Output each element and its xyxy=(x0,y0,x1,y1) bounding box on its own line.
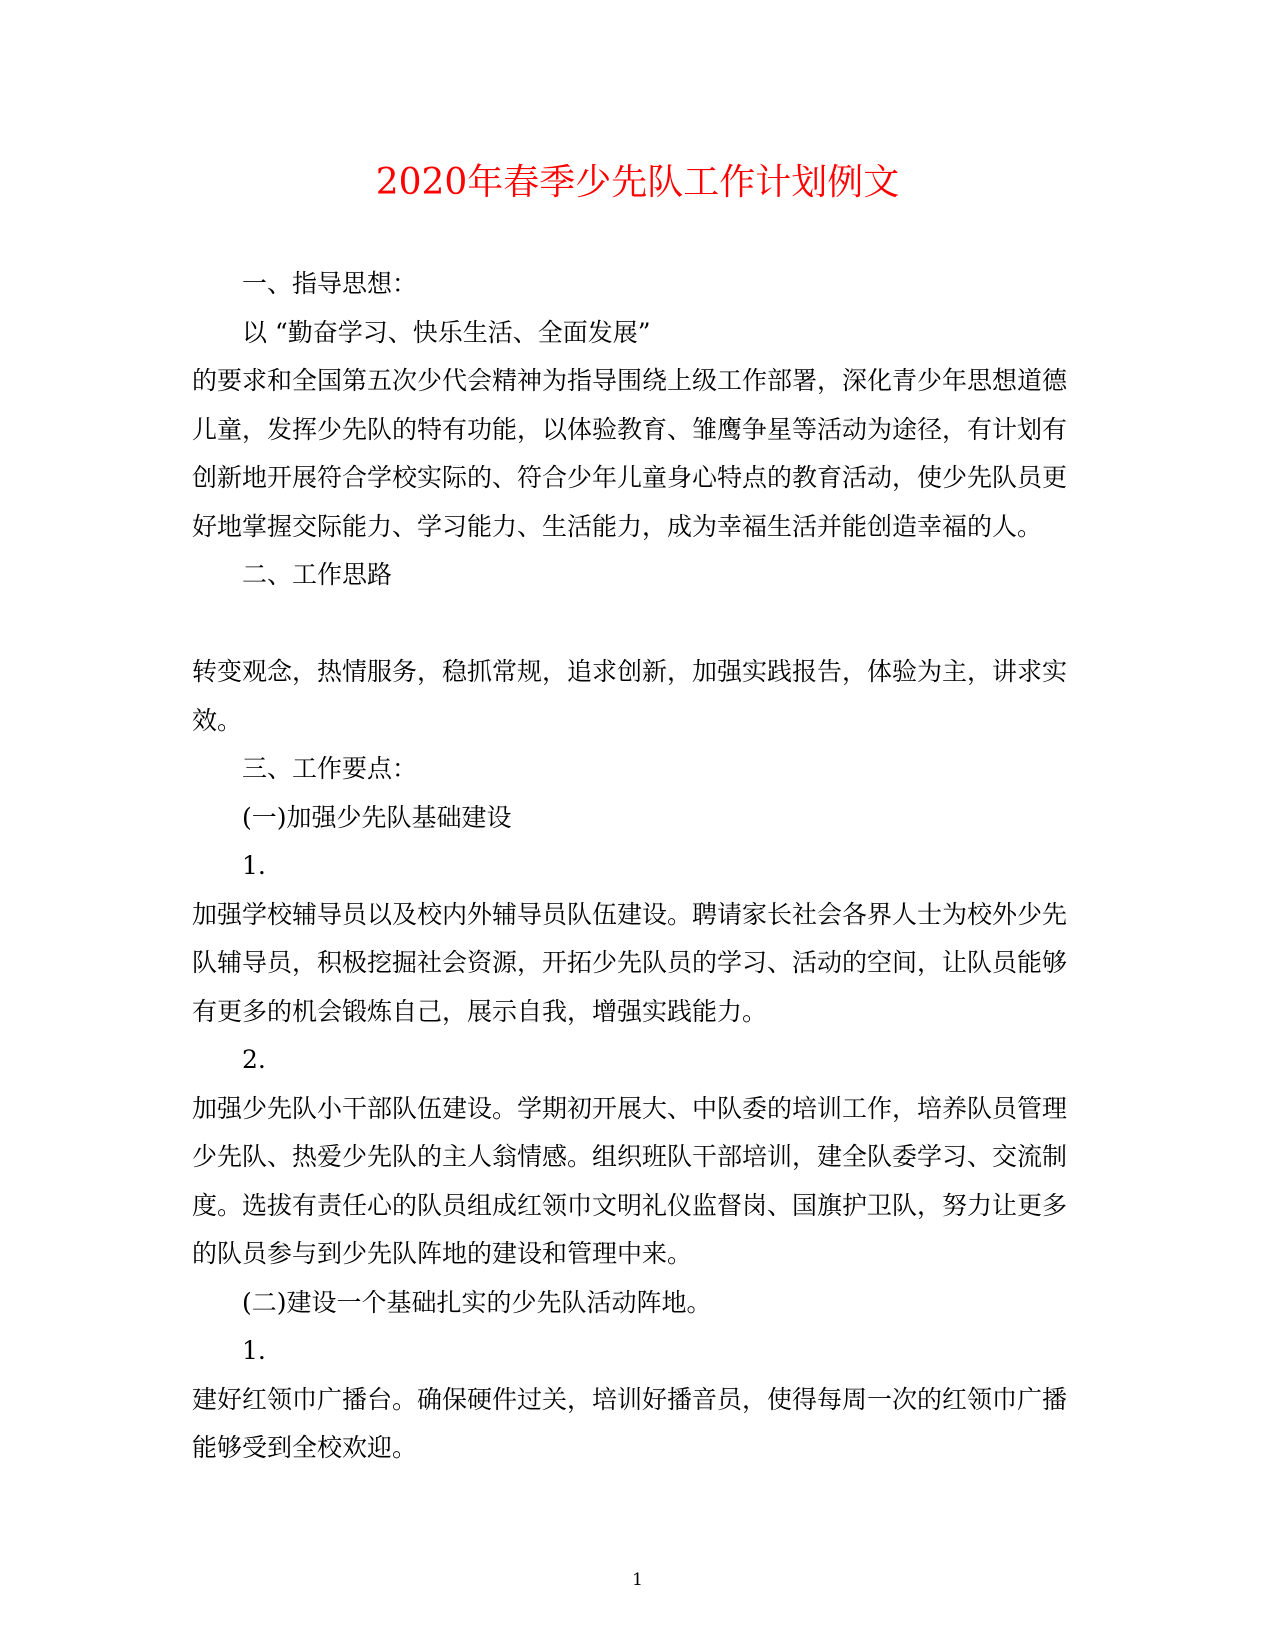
section-heading-work-points: 三、工作要点： xyxy=(242,754,418,783)
document-body xyxy=(192,260,1072,1473)
paragraph-line: 好地掌握交际能力、学习能力、生活能力，成为幸福生活并能创造幸福的人。 xyxy=(192,511,1043,541)
paragraph-line: 的队员参与到少先队阵地的建设和管理中来。 xyxy=(192,1239,693,1268)
list-number: 2. xyxy=(242,1045,266,1074)
blank-line xyxy=(192,600,1072,649)
paragraph-line: 建好红领巾广播台。确保硬件过关，培训好播音员，使得每周一次的红领巾广播 xyxy=(192,1384,1068,1414)
paragraph-line: 加强学校辅导员以及校内外辅导员队伍建设。聘请家长社会各界人士为校外少先 xyxy=(192,899,1068,929)
paragraph-line: 度。选拔有责任心的队员组成红领巾文明礼仪监督岗、国旗护卫队，努力让更多 xyxy=(192,1190,1068,1220)
section-heading-guiding-ideology: 一、指导思想： xyxy=(242,269,418,298)
paragraph-line: 效。 xyxy=(192,705,243,735)
paragraph-line: 少先队、热爱少先队的主人翁情感。组织班队干部培训，建全队委学习、交流制 xyxy=(192,1142,1068,1171)
paragraph-line: 加强少先队小干部队伍建设。学期初开展大、中队委的培训工作，培养队员管理 xyxy=(192,1093,1068,1123)
paragraph-line: 创新地开展符合学校实际的、符合少年儿童身心特点的教育活动，使少先队员更 xyxy=(192,463,1068,492)
page-number: 1 xyxy=(632,1570,643,1590)
list-number: 1. xyxy=(242,851,266,880)
paragraph-line: 儿童，发挥少先队的特有功能，以体验教育、雏鹰争星等活动为途径，有计划有 xyxy=(192,414,1068,444)
document-title: 2020年春季少先队工作计划例文 xyxy=(375,162,900,203)
paragraph-line: 转变观念，热情服务，稳抓常规，追求创新，加强实践报告，体验为主，讲求实 xyxy=(192,657,1068,686)
subsection-heading: (一)加强少先队基础建设 xyxy=(242,802,512,832)
subsection-heading: (二)建设一个基础扎实的少先队活动阵地。 xyxy=(242,1287,712,1317)
section-heading-work-approach: 二、工作思路 xyxy=(242,560,393,589)
paragraph-line: 能够受到全校欢迎。 xyxy=(192,1433,418,1462)
paragraph-line: 队辅导员，积极挖掘社会资源，开拓少先队员的学习、活动的空间，让队员能够 xyxy=(192,948,1068,977)
paragraph-line: 有更多的机会锻炼自己，展示自我，增强实践能力。 xyxy=(192,996,768,1026)
list-number: 1. xyxy=(242,1336,266,1365)
paragraph-line: 的要求和全国第五次少代会精神为指导围绕上级工作部署，深化青少年思想道德 xyxy=(192,366,1068,395)
paragraph-line: 以 “勤奋学习、快乐生活、全面发展” xyxy=(242,317,651,347)
